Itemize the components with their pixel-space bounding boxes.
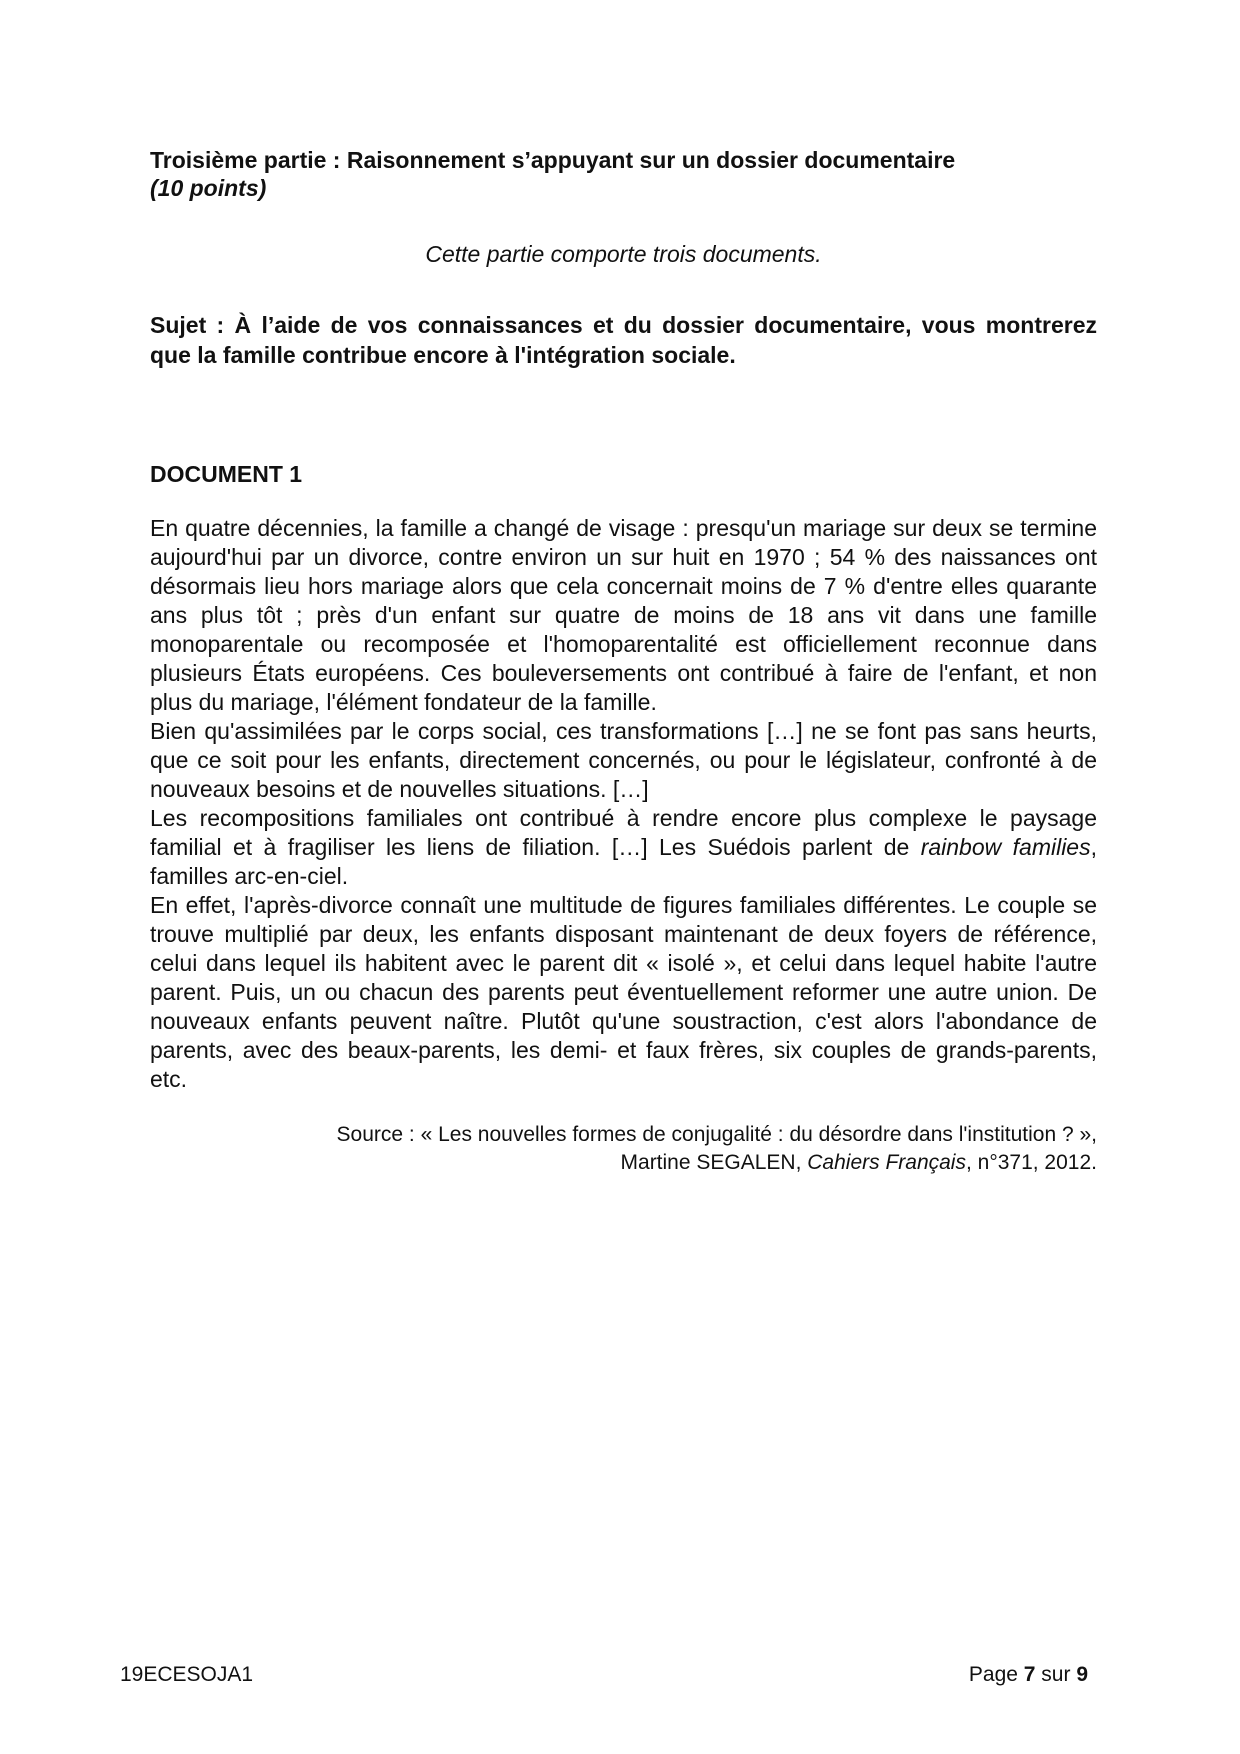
document-title: DOCUMENT 1 (150, 461, 303, 487)
source-line-2 (150, 1149, 1097, 1177)
footer-page-number (969, 1662, 1088, 1688)
source-author: Martine SEGALEN, (620, 1151, 808, 1174)
page-content (150, 146, 1097, 1177)
source-line-1: Source : « Les nouvelles formes de conjugalité : du désordre dans l'institution ? », (336, 1123, 1097, 1146)
document-paragraph-2: Bien qu'assimilées par le corps social, ces transformations […] ne se font pas sans heurts, que ce soit pour les enfants, directement concernés, ou pour le législateur, confronté à de nouveaux besoins et de nouvelles situations. […] (150, 718, 1097, 802)
paragraph-3-text-before: Les recompositions familiales ont contribué à rendre encore plus complexe le paysage familial et à fragiliser les liens de filiation. […] Les Suédois parlent de (150, 805, 1097, 860)
paragraph-3-text-after: , familles arc-en-ciel. (150, 834, 1097, 889)
footer-page-label: Page (968, 1663, 1024, 1686)
document-paragraph-4: En effet, l'après-divorce connaît une multitude de figures familiales différentes. Le couple se trouve multiplié par deux, les enfants disposant maintenant de deux foyers de référence, celui dans lequel ils habitent avec le parent dit « isolé », et celui dans lequel habite l'autre parent. Puis, un ou chacun des parents peut éventuellement reformer une autre union. De nouveaux enfants peuvent naître. Plutôt qu'une soustraction, c'est alors l'abondance de parents, avec des beaux-parents, les demi- et faux frères, six couples de grands-parents, etc. (150, 892, 1097, 1092)
subject-text: Sujet : À l’aide de vos connaissances et du dossier documentaire, vous montrerez que la famille contribue encore à l'intégration sociale. (150, 312, 1097, 368)
part-points: (10 points) (150, 175, 267, 201)
document-body (150, 514, 1097, 1094)
source-issue: , n°371, 2012. (965, 1151, 1097, 1174)
footer-page-total: 9 (1076, 1663, 1088, 1686)
footer-page-current: 7 (1023, 1663, 1036, 1686)
source-journal: Cahiers Français (807, 1151, 966, 1174)
footer-exam-code: 19ECESOJA1 (120, 1663, 254, 1686)
document-source (150, 1121, 1097, 1177)
document-paragraph-1: En quatre décennies, la famille a changé de visage : presqu'un mariage sur deux se termine aujourd'hui par un divorce, contre environ un sur huit en 1970 ; 54 % des naissances ont désormais lieu hors mariage alors que cela concernait moins de 7 % d'entre elles quarante ans plus tôt ; près d'un enfant sur quatre de moins de 18 ans vit dans une famille monoparentale ou recomposée et l'homoparentalité est officiellement reconnue dans plusieurs États européens. Ces bouleversements ont contribué à faire de l'enfant, et non plus du mariage, l'élément fondateur de la famille. (150, 515, 1097, 715)
part-title: Troisième partie : Raisonnement s’appuyant sur un dossier documentaire (150, 147, 956, 173)
paragraph-3-italic-term: rainbow families (920, 834, 1091, 860)
part-intro: Cette partie comporte trois documents. (425, 241, 822, 267)
footer-page-separator: sur (1035, 1663, 1077, 1686)
document-paragraph-3 (150, 804, 1097, 891)
